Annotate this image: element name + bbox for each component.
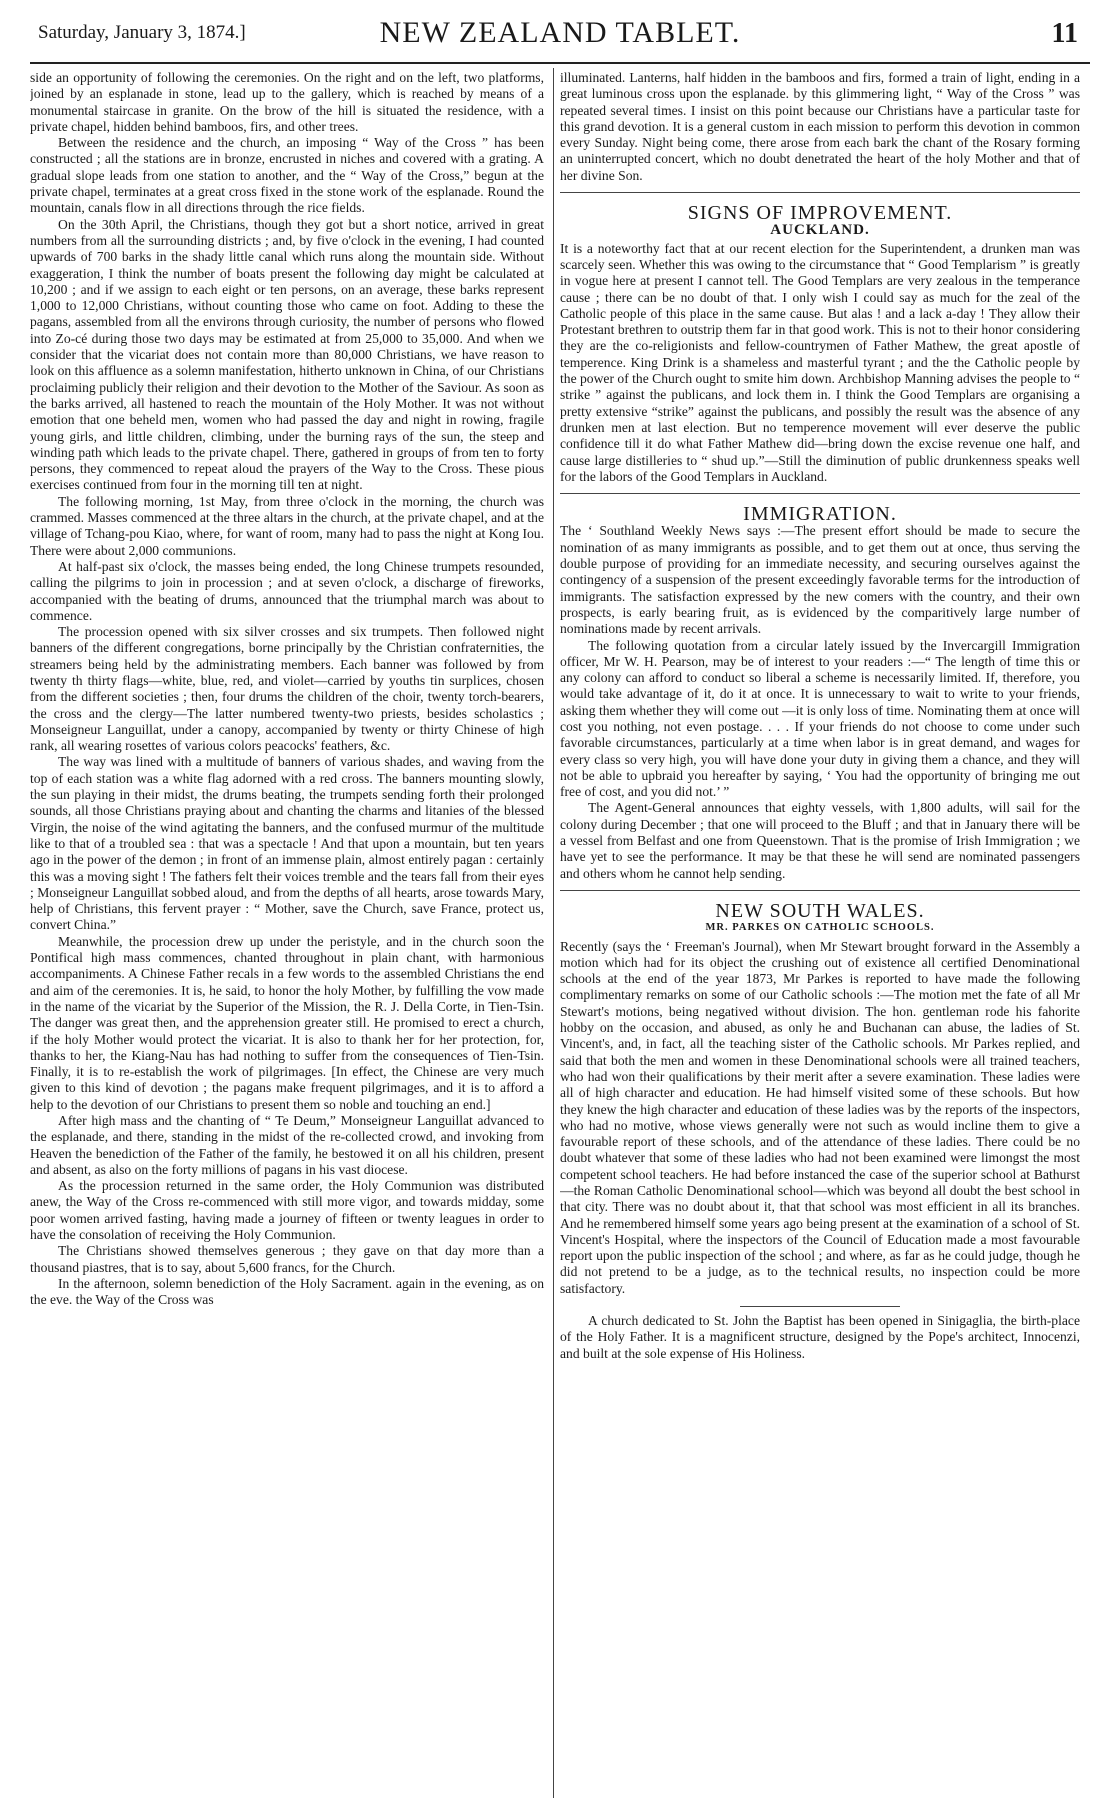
column-divider xyxy=(553,68,554,1798)
continued-paragraph: illuminated. Lanterns, half hidden in the bamboos and firs, formed a train of light, ending in a great luminous cross upon the esplanade. by this glimmering light, “ Way of the Cross ” was repeated several times. I insist on this point because our Christians have a particular taste for this grand devotion. It is a general custom in each mission to perform this devotion in common every Sunday. Night being come, there arose from each bark the chant of the Rosary forming an uninterrupted concert, which no doubt denetrated the heart of the holy Mother and that of her divine Son. xyxy=(560,70,1080,183)
masthead-title: NEW ZEALAND TABLET. xyxy=(379,16,741,49)
page-number: 11 xyxy=(1051,18,1078,49)
article-paragraph: The following morning, 1st May, from three o'clock in the morning, the church was crammed. Masses commenced at the three altars in the church, at the private chapel, and at the village of Tchang-pou Kiao, where, for want of room, many had to pass the night at Kong Iou. There were about 2,000 communions. xyxy=(30,493,544,558)
article-paragraph: side an opportunity of following the ceremonies. On the right and on the left, two platforms, joined by an esplanade in stone, lead up to the gallery, which is reached by means of a monumental staircase in granite. On the brow of the hill is situated the residence, with a private chapel, hidden behind bamboos, firs, and other trees. xyxy=(30,70,544,134)
short-divider xyxy=(740,1306,900,1307)
left-column xyxy=(30,70,544,1800)
section-heading-immigration: IMMIGRATION. xyxy=(743,503,897,526)
article-paragraph: As the procession returned in the same order, the Holy Communion was distributed anew, the Way of the Cross re-commenced with still more vigor, and towards midday, some poor women arrived fasting, having made a journey of fifteen or twenty leagues in order to have the consolation of receiving the Holy Communion. xyxy=(30,1178,544,1243)
article-paragraph: In the afternoon, solemn benediction of the Holy Sacrament. again in the evening, as on the eve. the Way of the Cross was xyxy=(30,1275,544,1308)
article-paragraph: Meanwhile, the procession drew up under the peristyle, and in the church soon the Pontifical high mass commences, chanted throughout in plain chant, with harmonious accompaniments. A Chinese Father recals in a few words to the assembled Christians the end and aim of the ceremonies. It is, he said, to honor the holy Mother, by fulfilling the vow made in the name of the vicariat by the Superior of the Mission, the R. J. Della Corte, in Tien-Tsin. The danger was great then, and the apprehension greater still. He promised to erect a church, if the holy Mother would protect the vicariat. It is also to thank her for her protection, for, thanks to her, the Kiang-Nau has had nothing to suffer from the consequences of Tien-Tsin. Finally, it is to re-establish the work of pilgrimages. [In effect, the Chinese are very much given to this kind of devotion ; the pagans make frequent pilgrimages, and it is to afford a help to the devotion of our Christians to present them so noble and touching an end.] xyxy=(30,933,544,1112)
section-heading-improvement: SIGNS OF IMPROVEMENT. xyxy=(687,202,953,225)
issue-date: Saturday, January 3, 1874.] xyxy=(38,22,246,43)
article-paragraph: The ‘ Southland Weekly News says :—The present effort should be made to secure the nomination of as many immigrants as possible, and to get them out at once, thus serving the double purpose of providing for an immediate necessity, and securing ourselves against the contingency of a suspension of the present exceedingly favorable terms for the introduction of immigrants. The satisfaction expressed by the new comers with the country, and their own prospects, is early bearing fruit, as is evidenced by the comparitively large number of nominations made by recent arrivals. xyxy=(560,523,1080,637)
section-subheading-parkes: MR. PARKES ON CATHOLIC SCHOOLS. xyxy=(705,922,935,934)
right-column xyxy=(560,70,1080,1800)
section-heading-nsw: NEW SOUTH WALES. xyxy=(715,899,925,922)
article-paragraph: On the 30th April, the Christians, though they got but a short notice, arrived in great numbers from all the surrounding districts ; and, by five o'clock in the evening, I had counted upwards of 700 barks in the shady little canal which runs along the mountain side. Without exaggeration, I think the number of boats present the following day might be calculated at 10,200 ; and if we assign to each eight or ten persons, on an average, these barks represent 1,000 to 12,000 Christians, without counting those who came on foot. Adding to these the pagans, assembled from all the environs through curiosity, the number of persons who flowed into Zo-cé during those two days may be estimated at from 25,000 to 35,000. And when we consider that the vicariat does not contain more than 80,000 Christians, we have reason to look on this affluence as a solemn manifestation, hitherto unknown in China, of our Christians proclaiming publicly their religion and their devotion to the Mother of the Saviour. As soon as the barks arrived, all hastened to reach the mountain of the Holy Mother. It was not without emotion that one beheld men, women who had passed the day and night in rowing, fragile young girls, and little children, climbing, under the burning rays of the sun, the steep and winding path which leads to the private chapel. There, gathered in groups of from ten to forty persons, they commenced to repeat aloud the prayers of the Way to the Cross. These pious exercises continued from four in the morning till ten at night. xyxy=(30,216,544,493)
article-paragraph: At half-past six o'clock, the masses being ended, the long Chinese trumpets resounded, calling the pilgrims to join in procession ; and at seven o'clock, a discharge of fireworks, accompanied with the beating of drums, announced that the triumphal march was about to commence. xyxy=(30,558,544,623)
article-paragraph: The Christians showed themselves generous ; they gave on that day more than a thousand piastres, that is to say, about 5,600 francs, for the Church. xyxy=(30,1243,544,1275)
page-header xyxy=(30,12,1090,56)
article-paragraph: The procession opened with six silver crosses and six trumpets. Then followed night banners of the different congregations, borne principally by the Christian confraternities, the streamers being held by the administrating members. Each banner was followed by from twenty th thirty flags—white, blue, red, and violet—carried by youths tin surplices, chosen from the different societies ; then, four drums the children of the choir, twenty torch-bearers, the cross and the clergy—The latter numbered twenty-two priests, besides scholastics ; Monseigneur Languillat, under a canopy, accompanied by twenty or thirty Chinese of high rank, all wearing rosettes of various colors peacocks' feathers, &c. xyxy=(30,624,544,754)
closing-paragraph: A church dedicated to St. John the Baptist has been opened in Sinigaglia, the birth-place of the Holy Father. It is a magnificent structure, designed by the Pope's architect, Innocenzi, and built at the sole expense of His Holiness. xyxy=(560,1313,1080,1361)
section-divider xyxy=(560,890,1080,891)
article-paragraph: The way was lined with a multitude of banners of various shades, and waving from the top of each station was a white flag adorned with a red cross. The banners mounting slowly, the sun playing in their midst, the drums beating, the trumpets sending forth their prolonged sounds, all those Christians praying about and chanting the charms and litanies of the blessed Virgin, the noise of the wind agitating the banners, and the confused murmur of the multitude like to that of a troubled sea : that was a spectacle ! And that upon a mountain, but ten years ago in the power of the demon ; in front of an immense plain, almost entirely pagan : certainly this was a moving sight ! The fathers felt their voices tremble and the tears fall from their eyes ; Monseigneur Languillat sobbed aloud, and from the depths of all hearts, arose towards Mary, help of Christians, this fervent prayer : “ Mother, save the Church, save France, protect us, convert China.” xyxy=(30,754,544,933)
section-divider xyxy=(560,192,1080,193)
article-paragraph: Between the residence and the church, an imposing “ Way of the Cross ” has been constructed ; all the stations are in bronze, encrusted in niches and covered with a grating. A gradual slope leads from one station to another, and the “ Way of the Cross,” begun at the private chapel, terminates at a great cross fixed in the stone work of the esplanade. Round the mountain, canals flow in all directions through the rice fields. xyxy=(30,135,544,216)
article-paragraph: It is a noteworthy fact that at our recent election for the Superintendent, a drunken man was scarcely seen. Whether this was owing to the circumstance that “ Good Templarism ” is greatly in vogue here at present I cannot tell. The Good Templars are very zealous in the temperance cause ; there can be no doubt of that. I only wish I could say as much for the zeal of the Catholic people of this place in the same cause. But alas ! and a lack a-day ! They allow their Protestant brethren to outstrip them far in that good work. This is not to their honor considering they are the co-religionists and fellow-countrymen of Father Mathew, the great apostle of temperence. King Drink is a shameless and masterful tyrant ; and the the Catholic people by the power of the Church ought to smite him down. Archbishop Manning advises the people to “ strike ” against the publicans, and lock them in. I think the Good Templars are organising a pretty extensive “strike” against the publicans, and possibly the result was the absence of any drunken men at last election. But no temperence movement will ever deserve the public confidence till it do what Father Mathew did—bring down the excise revenue one half, and cause large distilleries to “ shud up.”—Still the diminution of public drunkenness speaks well for the labors of the Good Templars in Auckland. xyxy=(560,240,1080,484)
article-paragraph: The following quotation from a circular lately issued by the Invercargill Immigration officer, Mr W. H. Pearson, may be of interest to your readers :—“ The length of time this or any colony can afford to conduct so liberal a scheme is necessarily limited. If, therefore, you would take advantage of it, do it at once. It is unnecessary to wait to write to your friends, asking them whether they will come out —it is only loss of time. Nominating them at once will cost you nothing, not even postage. . . . If your friends do not choose to come under such favorable circumstances, particularly at a time when labor is in great demand, and wages for every class so very high, you will have done your duty in giving them a chance, and they will not be able to upbraid you hereafter by saying, ‘ You had the opportunity of bringing me out free of cost, and you did not.’ ” xyxy=(560,637,1080,800)
article-paragraph: The Agent-General announces that eighty vessels, with 1,800 adults, will sail for the colony during December ; that one will proceed to the Bluff ; and that in January there will be a vessel from Belfast and one from Queenstown. That is the promise of Irish Immigration ; we have yet to see the performance. It may be that these he will send are nominated passengers and others whom he cannot help sending. xyxy=(560,800,1080,881)
header-rule xyxy=(30,62,1090,64)
section-divider xyxy=(560,493,1080,494)
article-paragraph: Recently (says the ‘ Freeman's Journal), when Mr Stewart brought forward in the Assembly a motion which had for its object the crushing out of existence all certified Denominational schools at the end of the year 1873, Mr Parkes is reported to have made the following complimentary remarks on some of our Catholic schools :—The motion met the fate of all Mr Stewart's motions, being negatived without division. The hon. gentleman rode his fahorite hobby on the occasion, and abused, as only he and Buchanan can abuse, the ladies of St. Vincent's, and, in fact, all the teaching sister of the Catholic schools. Mr Parkes replied, and said that both the men and women in these Denominational schools were all trained teachers, who had won their qualifications by their merit after a severe examination. These ladies were all of high character and education. He had himself visited some of these schools. But how they knew the high character and education of these ladies was by the reports of the inspectors, who had no motive, whose views generally were not such as would incline them to give a favourable report of these schools, and of the attendance of these ladies. There could be no doubt whatever that some of these ladies who had not been examined were limongst the most competent school teachers. He had before instanced the case of the superior school at Bathurst—the Roman Catholic Denominational school—which was beyond all doubt the best school in that city. There was no doubt about it, that that school was most efficient in all its branches. And he remembered himself some years ago being present at the examination of a school of St. Vincent's Hospital, where the inspectors of the Council of Education made a most favourable report upon the public inspection of the school ; and where, as far as he could judge, though he did not pretend to be a judge, as to the technical results, no inspection could be more satisfactory. xyxy=(560,938,1080,1296)
article-paragraph: After high mass and the chanting of “ Te Deum,” Monseigneur Languillat advanced to the esplanade, and there, standing in the midst of the re-collected crowd, and invoking from Heaven the benediction of the Father of the family, he bestowed it on all his children, present and absent, as also on the forty millions of pagans in his vast diocese. xyxy=(30,1113,544,1177)
section-subheading-auckland: AUCKLAND. xyxy=(770,222,870,239)
